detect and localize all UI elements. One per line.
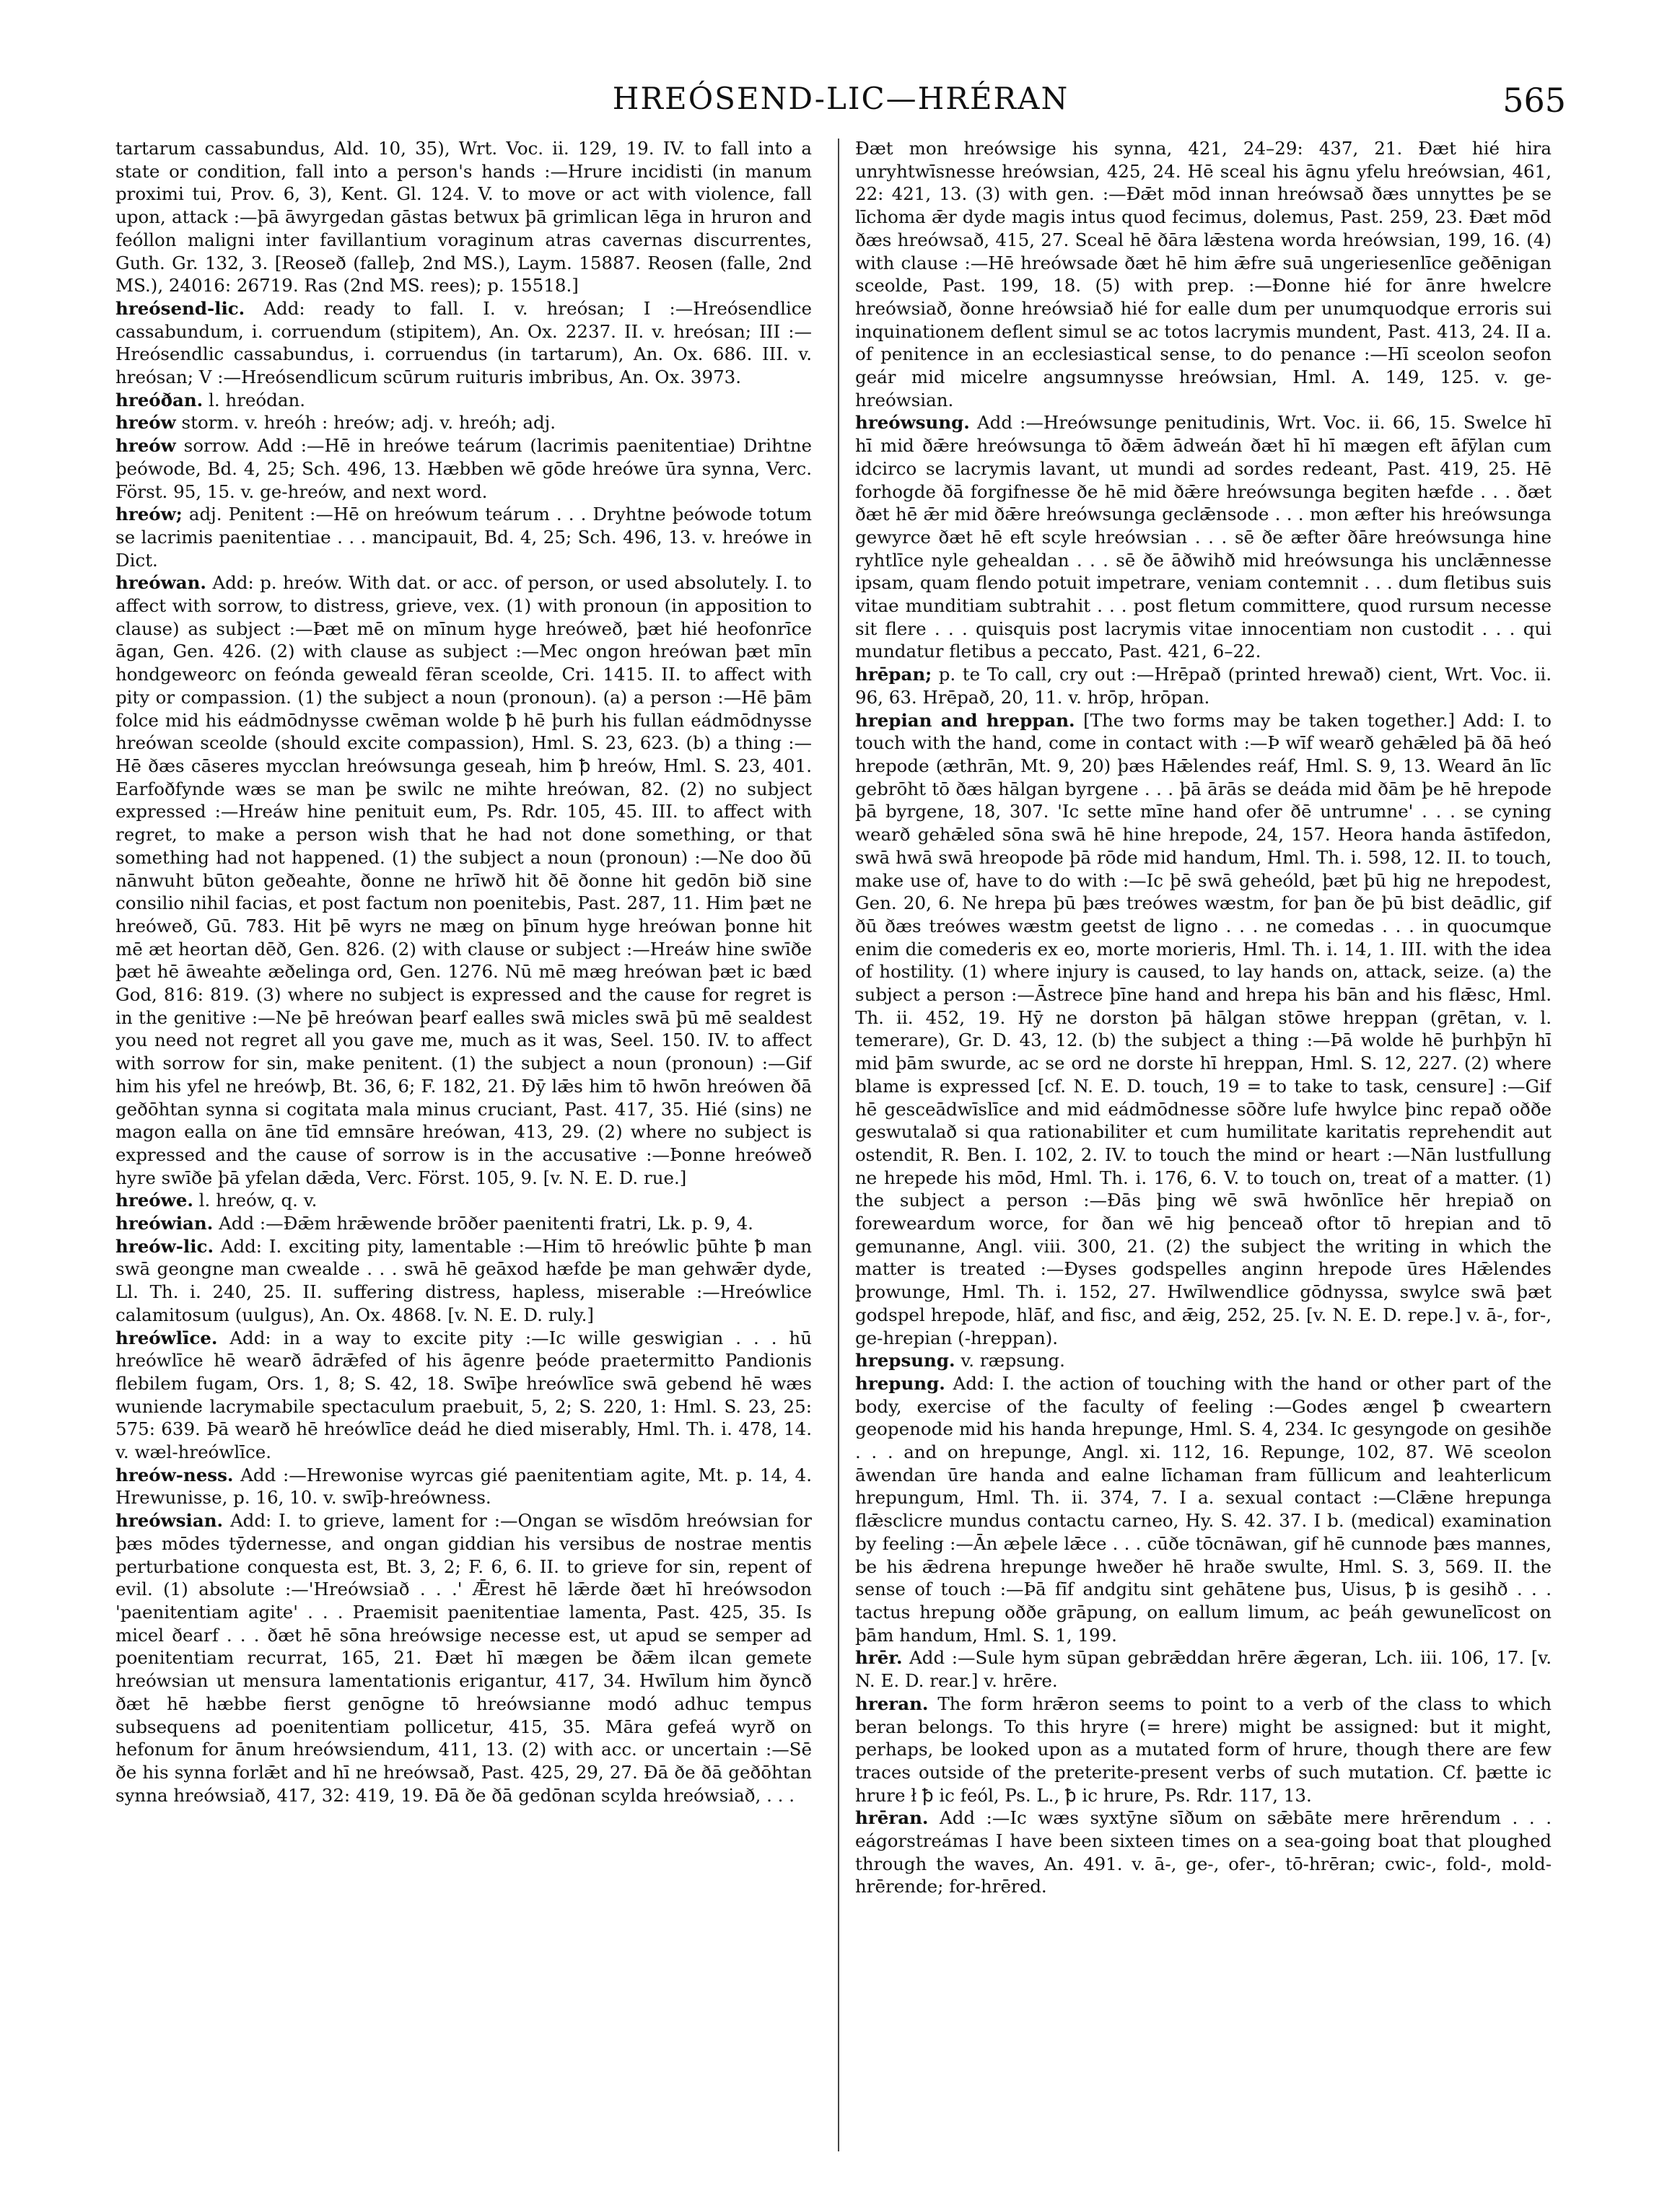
entry-text: storm. v. hreóh : hreów; adj. v. hreóh; adj. (181, 412, 556, 434)
dictionary-entry (855, 709, 1552, 1350)
entry-headword: hrēran. (855, 1807, 929, 1829)
dictionary-entry (115, 1212, 812, 1235)
entry-text: Add: ready to fall. I. v. hreósan; I :—Hreósendlice cassabundum, i. corruendum (stipitem), An. Ox. 2237. II. v. hreósan; III :—Hreósendlic cassabundus, i. corruendus (in tartarum), An. Ox. 686. III. v. hreósan; V :—Hreósendlicum scūrum ruituris imbribus, An. Ox. 3973. (115, 297, 812, 388)
entry-headword: hreówe. (115, 1190, 193, 1211)
column-divider (838, 139, 839, 2151)
entry-text: l. hreódan. (209, 389, 306, 411)
entry-text: Add :—Sule hym sūpan gebrǣddan hrēre ǣgeran, Lch. iii. 106, 17. [v. N. E. D. rear.] v. hrēre. (855, 1647, 1552, 1692)
dictionary-entry (115, 389, 812, 412)
entry-text: Add :—Ðǣm hrǣwende brōðer paenitenti fratri, Lk. p. 9, 4. (219, 1213, 753, 1234)
dictionary-entry (115, 1464, 812, 1509)
entry-headword: hrepsung. (855, 1350, 955, 1371)
entry-headword: hreówlīce. (115, 1327, 218, 1348)
dictionary-entry (855, 663, 1552, 708)
entry-headword: hreówian. (115, 1213, 214, 1234)
entry-text: Add :—Hrewonise wyrcas gié paenitentiam agite, Mt. p. 14, 4. Hrewunisse, p. 16, 10. v. swīþ-hreówness. (115, 1464, 812, 1509)
entry-text: Add :—Hreówsunge penitudinis, Wrt. Voc. ii. 66, 15. Swelce hī hī mid ðǣre hreówsunga tō ðǣm ādweán ðæt hī hī mægen eft āfȳlan cum idcirco se lacrymis lavant, ut mundi ad sordes redeant, Past. 419, 25. Hē forhogde ðā forgifnesse ðe hē mid ðǣre hreówsunga begiten hæfde . . . ðæt ðæt hē ǣr mid ðǣre hreówsunga geclǣnsode . . . mon æfter his hreówsunga gewyrce ðæt hē eft scyle hreówsian . . . sē ðe æfter ðāre hreówsunga hine ryhtlīce nyle gehealdan . . . sē ðe āðwihð mid hreówsunga his unclǣnnesse ipsam, quam flendo potuit impetrare, veniam contemnit . . . dum fletibus suis vitae munditiam subtrahit . . . post fletum committere, quod rursum necesse sit flere . . . quisquis post lacrymis vitae innocentiam non custodit . . . qui mundatur fletibus a peccato, Past. 421, 6–22. (855, 412, 1552, 662)
entry-headword: hrepung. (855, 1372, 945, 1394)
entry-text: adj. Penitent :—Hē on hreówum teárum . . . Dryhtne þeówode totum se lacrimis paenitentiae . . . mancipauit, Bd. 4, 25; Sch. 496, 13. v. hreówe in Dict. (115, 504, 812, 571)
dictionary-entry (855, 1372, 1552, 1646)
dictionary-entry (115, 1235, 812, 1327)
entry-headword: hreósend-lic. (115, 297, 245, 319)
dictionary-entry (115, 1189, 812, 1212)
dictionary-entry (115, 1327, 812, 1464)
right-column (855, 137, 1552, 2157)
entry-text: Add: I. exciting pity, lamentable :—Him tō hreówlic þūhte ꝥ man swā geongne man cwealde . . . swā hē geāxod hæfde þe man gehwǣr dyde, Ll. Th. i. 240, 25. II. suffering distress, hapless, miserable :—Hreówlice calamitosum (uulgus), An. Ox. 4868. [v. N. E. D. ruly.] (115, 1235, 812, 1325)
entry-text: [The two forms may be taken together.] Add: I. to touch with the hand, come in contact with :—Þ wīf wearð gehǣled þā ðā heó hrepode (æthrān, Mt. 9, 20) þæs Hǣlendes reáf, Hml. S. 9, 13. Weard ān līc gebrōht tō ðæs hālgan byrgene . . . þā ārās se deáda mid ðām þe hē hrepode þā byrgene, 18, 307. 'Ic sette mīne hand ofer ðē untrumne' . . . se cyning wearð gehǣled sōna swā hē hine hrepode, 24, 157. Heora handa āstīfedon, swā hwā swā hreopode þā rōde mid handum, Hml. Th. i. 598, 12. II. to touch, make use of, have to do with :—Ic þē swā geheóld, þæt þū hig ne hrepodest, Gen. 20, 6. Ne hrepa þū þæs treówes wæstm, for þan ðe þū bist deādlic, gif ðū ðæs treówes wæstm geetst de ligno . . . ne comedas . . . in quocumque enim die comederis ex eo, morte morieris, Hml. Th. i. 14, 1. III. with the idea of hostility. (1) where injury is caused, to lay hands on, attack, seize. (a) the subject a person :—Āstrece þīne hand and hrepa his bān and his flǣsc, Hml. Th. ii. 452, 19. Hȳ ne dorston þā hālgan stōwe hreppan (grētan, v. l. temerare), Gr. D. 43, 12. (b) the subject a thing :—Þā wolde hē þurhþȳn hī mid þām swurde, ac se ord ne dorste hī hreppan, Hml. S. 12, 227. (2) where blame is expressed [cf. N. E. D. touch, 19 = to take to task, censure] :—Gif hē gesceādwīslīce and mid eádmōdnesse sōðre lufe hwylce þinc repað oððe geswutalað si qua rationabiliter et cum humilitate karitatis reprehendit aut ostendit, R. Ben. I. 102, 2. IV. to touch the mind or heart :—Nān lustfullung ne hrepede his mōd, Hml. Th. i. 176, 6. V. to touch on, treat of a matter. (1) the subject a person :—Ðās þing wē swā hwōnlīce hēr hrepiað on foreweardum worce, for ðan wē hig þenceað oftor tō hrepian and tō gemunanne, Angl. viii. 300, 21. (2) the subject the writing in which the matter is treated :—Ðyses godspelles anginn hrepode ūres Hǣlendes þrowunge, Hml. Th. i. 152, 27. Hwīlwendlice gōdnyssa, swylce swā þæt godspel hrepode, hlāf, and fisc, and ǣig, 252, 25. [v. N. E. D. repe.] v. ā-, for-, ge-hrepian (-hreppan). (855, 709, 1552, 1348)
dictionary-entry (855, 411, 1552, 663)
dictionary-entry (115, 503, 812, 571)
entry-headword: hreów-lic. (115, 1235, 214, 1257)
entry-text: Add :—Ic wæs syxtȳne sīðum on sǣbāte mere hrērendum . . . eágorstreámas I have been sixteen times on a sea-going boat that ploughed through the waves, An. 491. v. ā-, ge-, ofer-, tō-hrēran; cwic-, fold-, mold-hrērende; for-hrēred. (855, 1807, 1552, 1897)
page-header (115, 81, 1566, 131)
entry-text: p. te To call, cry out :—Hrēpað (printed hrewað) cient, Wrt. Voc. ii. 96, 63. Hrēpað, 20, 11. v. hrōp, hrōpan. (855, 664, 1552, 708)
dictionary-entry (855, 1693, 1552, 1807)
dictionary-entry (115, 411, 812, 434)
entry-headword: hrepian and hreppan. (855, 709, 1075, 731)
entry-headword: hreów (115, 435, 176, 457)
dictionary-entry (855, 1646, 1552, 1692)
entry-headword: hreówan. (115, 572, 206, 594)
entry-headword: hreówsung. (855, 412, 970, 434)
dictionary-entry (855, 1349, 1552, 1372)
entry-headword: hreran. (855, 1693, 929, 1714)
left-column (115, 137, 812, 2157)
entry-text: Add: I. to grieve, lament for :—Ongan se wīsdōm hreówsian for þæs mōdes tȳdernesse, and ongan giddian his versibus de nostrae mentis perturbatione conquesta est, Bt. 3, 2; F. 6, 6. II. to grieve for sin, repent of evil. (1) absolute :—'Hreówsiað . . .' Ǣrest hē lǣrde ðæt hī hreówsodon 'paenitentiam agite' . . . Praemisit paenitentiae lamenta, Past. 425, 35. Is micel ðearf . . . ðæt hē sōna hreówsige necesse est, ut apud se semper ad poenitentiam recurrat, 165, 21. Ðæt hī mægen be ðǣm ilcan gemete hreówsian ut mensura lamentationis erigantur, 417, 34. Hwīlum him ðyncð ðæt hē hæbbe fierst genōgne tō hreówsianne modó adhuc tempus subsequens ad poenitentiam pollicetur, 415, 35. Māra gefeá wyrð on hefonum for ānum hreówsiendum, 411, 13. (2) with acc. or uncertain :—Sē ðe his synna forlǣt and hī ne hreówsað, Past. 425, 29, 27. Ðā ðe ðā geðōhtan synna hreówsiað, 417, 32: 419, 19. Ðā ðe ðā gedōnan scylda hreówsiað, . . . (115, 1510, 812, 1806)
entry-headword: hrēr. (855, 1647, 903, 1669)
dictionary-entry (115, 297, 812, 389)
entry-text: l. hreów, q. v. (198, 1190, 318, 1211)
dictionary-entry (115, 1509, 812, 1807)
page-number: 565 (1502, 81, 1566, 120)
dictionary-entry (115, 137, 812, 297)
running-title: HREÓSEND-LIC—HRÉRAN (612, 81, 1069, 116)
entry-headword: hreów; (115, 504, 183, 525)
dictionary-entry (855, 1807, 1552, 1898)
entry-text: v. ræpsung. (961, 1350, 1065, 1371)
entry-headword: hrēpan; (855, 664, 932, 685)
entry-headword: hreóðan. (115, 389, 204, 411)
entry-text: Add: p. hreów. With dat. or acc. of person, or used absolutely. I. to affect with sorrow, to distress, grieve, vex. (1) with pronoun (in apposition to clause) as subject :—Þæt mē on mīnum hyge hreóweð, þæt hié heofonrīce āgan, Gen. 426. (2) with clause as subject :—Mec ongon hreówan þæt mīn hondgeweorc on feónda geweald fēran sceolde, Cri. 1415. II. to affect with pity or compassion. (1) the subject a noun (pronoun). (a) a person :—Hē þām folce mid his eádmōdnysse cwēman wolde ꝥ hē þurh his fullan eádmōdnysse hreówan sceolde (should excite compassion), Hml. S. 23, 623. (b) a thing :—Hē ðæs cāseres mycclan hreówsunga geseah, him ꝥ hreów, Hml. S. 23, 401. Earfoðfynde wæs se man þe swilc ne mihte hreówan, 82. (2) no subject expressed :—Hreáw hine penituit eum, Ps. Rdr. 105, 45. III. to affect with regret, to make a person wish that he had not done something, or that something had not happened. (1) the subject a noun (pronoun) :—Ne doo ðū nānwuht būton geðeahte, ðonne ne hrīwð hit ðē ðonne hit gedōn bið sine consilio nihil facias, et post factum non poenitebis, Past. 287, 11. Him þæt ne hreóweð, Gū. 783. Hit þē wyrs ne mæg on þīnum hyge hreówan þonne hit mē æt heortan dēð, Gen. 826. (2) with clause or subject :—Hreáw hine swīðe þæt hē āweahte æðelinga ord, Gen. 1276. Nū mē mæg hreówan þæt ic bæd God, 816: 819. (3) where no subject is expressed and the cause for regret is in the genitive :—Ne þē hreówan þearf ealles swā micles swā þū mē sealdest you need not regret all you gave me, much as it was, Seel. 150. IV. to affect with sorrow for sin, make penitent. (1) the subject a noun (pronoun) :—Gif him his yfel ne hreówþ, Bt. 36, 6; F. 182, 21. Ðȳ lǣs him tō hwōn hreówen ðā geðōhtan synna si cogitata mala minus cruciant, Past. 417, 35. Hié (sins) ne magon ealla on āne tīd emnsāre hreówan, 413, 29. (2) where no subject is expressed and the cause of sorrow is in the accusative :—Þonne hreóweð hyre swīðe þā yfelan dǣda, Verc. Först. 105, 9. [v. N. E. D. rue.] (115, 572, 812, 1188)
dictionary-entry (115, 434, 812, 503)
entry-text: tartarum cassabundus, Ald. 10, 35), Wrt. Voc. ii. 129, 19. IV. to fall into a state or condition, fall into a person's hands :—Hrure incidisti (in manum proximi tui, Prov. 6, 3), Kent. Gl. 124. V. to move or act with violence, fall upon, attack :—þā āwyrgedan gāstas betwux þā grimlican lēga in hruron and feóllon maligni inter favillantium voraginum atras cavernas discurrentes, Guth. Gr. 132, 3. [Reoseð (falleþ, 2nd MS.), Laym. 15887. Reosen (falle, 2nd MS.), 24016: 26719. Ras (2nd MS. rees); p. 15518.] (115, 138, 812, 297)
dictionary-entry (855, 137, 1552, 411)
entry-text: The form hrǣron seems to point to a verb of the class to which beran belongs. To this hryre (= hrere) might be assigned: but it might, perhaps, be looked upon as a mutated form of hrure, though there are few traces outside of the preterite-present verbs of such mutation. Cf. þætte ic hrure ł ꝥ ic feól, Ps. L., ꝥ ic hrure, Ps. Rdr. 117, 13. (855, 1693, 1552, 1806)
entry-headword: hreów-ness. (115, 1464, 234, 1485)
dictionary-entry (115, 571, 812, 1189)
entry-text: Add: I. the action of touching with the hand or other part of the body, exercise of the faculty of feeling :—Godes ængel ꝥ cweartern geopenode mid his handa hrepunge, Hml. S. 4, 234. Ic gesyngode on gesihðe . . . and on hrepunge, Angl. xi. 112, 16. Repunge, 102, 87. Wē sceolon āwendan ūre handa and ealne līchaman fram fūllicum and leahterlicum hrepungum, Hml. Th. ii. 374, 7. I a. sexual contact :—Clǣne hrepunga flǣsclicre mundus contactu carneo, Hy. S. 42. 37. I b. (medical) examination by feeling :—Ān æþele lǣce . . . cūðe tōcnāwan, gif hē cunnode þæs mannes, be his ǣdrena hrepunge hweðer hē hraðe swulte, Hml. S. 3, 569. II. the sense of touch :—Þā fīf andgitu sint gehātene þus, Uisus, ꝥ is gesihð . . . tactus hrepung oððe grāpung, on eallum limum, ac þeáh gewunelīcost on þām handum, Hml. S. 1, 199. (855, 1372, 1552, 1646)
entry-text: Add: in a way to excite pity :—Ic wille geswigian . . . hū hreówlīce hē wearð ādrǣfed of his āgenre þeóde praetermitto Pandionis flebilem fugam, Ors. 1, 8; S. 42, 18. Swīþe hreówlīce swā gebend hē wæs wuniende lacrymabile spectaculum praebuit, 5, 2; S. 220, 1: Hml. S. 23, 25: 575: 639. Þā wearð hē hreówlīce deád he died miserably, Hml. Th. i. 478, 14. v. wæl-hreówlīce. (115, 1327, 812, 1463)
entry-headword: hreów (115, 412, 176, 434)
entry-headword: hreówsian. (115, 1510, 224, 1532)
entry-text: sorrow. Add :—Hē in hreówe teárum (lacrimis paenitentiae) Drihtne þeówode, Bd. 4, 25; Sch. 496, 13. Hæbben wē gōde hreówe ūra synna, Verc. Först. 95, 15. v. ge-hreów, and next word. (115, 435, 812, 502)
entry-text: Ðæt mon hreówsige his synna, 421, 24–29: 437, 21. Ðæt hié hira unryhtwīsnesse hreówsian, 425, 24. Hē sceal his āgnu yfelu hreówsian, 461, 22: 421, 13. (3) with gen. :—Ðǣt mōd innan hreówsað ðæs unnyttes þe se līchoma ǣr dyde magis intus quod fecimus, dolemus, Past. 259, 23. Ðæt mōd ðæs hreówsað, 415, 27. Sceal hē ðāra lǣstena worda hreówsian, 199, 16. (4) with clause :—Hē hreówsade ðæt hē him ǣfre suā ungeriesenlīce geðēnigan sceolde, Past. 199, 18. (5) with prep. :—Ðonne hié for ānre hwelcre hreówsiað, ðonne hreówsiað hié for ealle dum per unumquodque erroris sui inquinationem deflent simul se ac totos lacrymis mundent, Past. 413, 24. II a. of penitence in an ecclesiastical sense, to do penance :—Hī sceolon seofon geár mid micelre angsumnysse hreówsian, Hml. A. 149, 125. v. ge-hreówsian. (855, 138, 1552, 411)
